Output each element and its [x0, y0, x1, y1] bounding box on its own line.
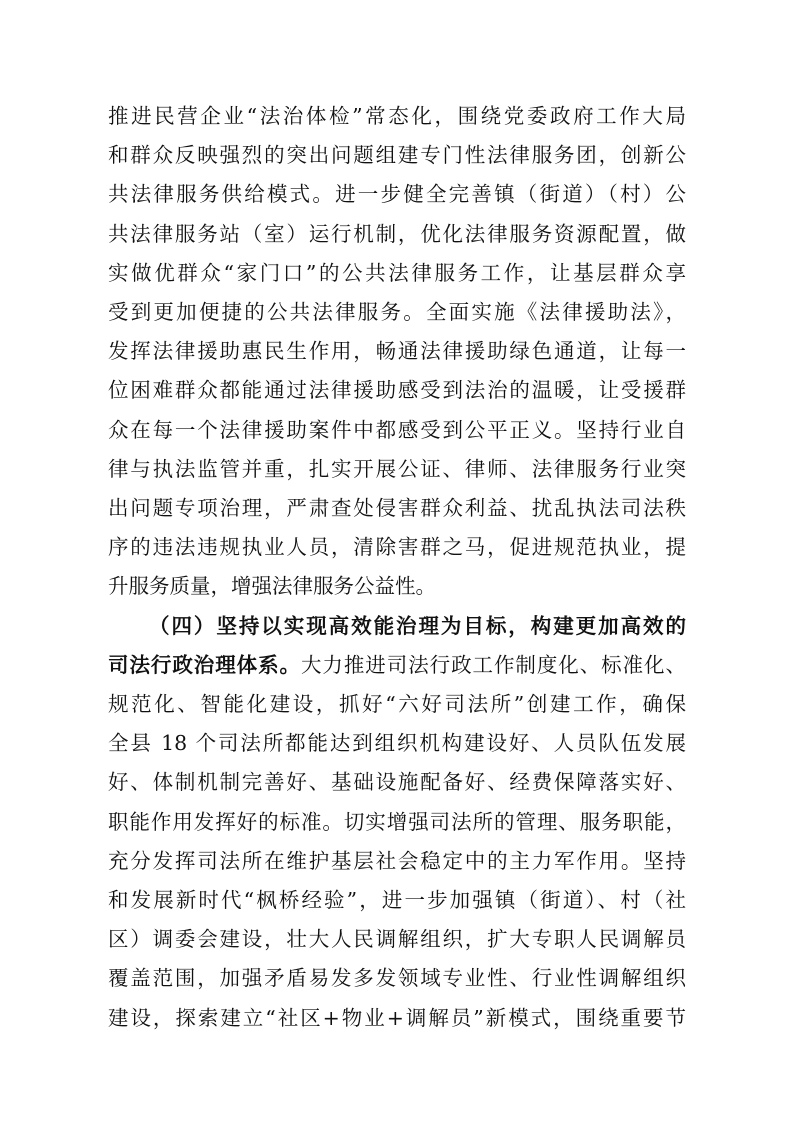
text-line: 升服务质量，增强法律服务公益性。	[108, 574, 436, 599]
paragraph-judicial-administration	[108, 607, 686, 1038]
text-line: 位困难群众都能通过法律援助感受到法治的温暖，让受援群	[108, 378, 686, 403]
text-line: 区）调委会建设，壮大人民调解组织，扩大专职人民调解员	[108, 927, 686, 952]
text-run: 大力推进司法行政工作制度化、标准化、	[300, 652, 686, 677]
text-line: 众在每一个法律援助案件中都感受到公平正义。坚持行业自	[108, 417, 686, 442]
text-line: 受到更加便捷的公共法律服务。全面实施《法律援助法》，	[108, 300, 686, 325]
text-line: 出问题专项治理，严肃查处侵害群众利益、扰乱执法司法秩	[108, 496, 686, 521]
text-line	[108, 646, 686, 685]
text-line: 发挥法律援助惠民生作用，畅通法律援助绿色通道，让每一	[108, 339, 686, 364]
text-line: 律与执法监管并重，扎实开展公证、律师、法律服务行业突	[108, 456, 686, 481]
text-line: 覆盖范围，加强矛盾易发多发领域专业性、行业性调解组织	[108, 966, 686, 991]
section-heading: （四）坚持以实现高效能治理为目标，构建更加高效的	[149, 613, 686, 638]
text-line: 和发展新时代“枫桥经验”，进一步加强镇（街道）、村（社	[108, 888, 686, 913]
text-line: 共法律服务站（室）运行机制，优化法律服务资源配置，做	[108, 221, 686, 246]
text-line: 充分发挥司法所在维护基层社会稳定中的主力军作用。坚持	[108, 848, 686, 873]
text-line: 共法律服务供给模式。进一步健全完善镇（街道）（村）公	[108, 182, 686, 207]
text-line: 实做优群众“家门口”的公共法律服务工作，让基层群众享	[108, 260, 686, 285]
text-line: 和群众反映强烈的突出问题组建专门性法律服务团，创新公	[108, 143, 686, 168]
text-line: 职能作用发挥好的标准。切实增强司法所的管理、服务职能，	[108, 809, 686, 834]
text-line: 规范化、智能化建设，抓好“六好司法所”创建工作，确保	[108, 692, 686, 717]
text-line: 全县 18 个司法所都能达到组织机构建设好、人员队伍发展	[108, 731, 686, 756]
text-line: 推进民营企业“法治体检”常态化，围绕党委政府工作大局	[108, 104, 686, 128]
section-heading-continued: 司法行政治理体系。	[108, 652, 301, 677]
text-line: 建设，探索建立“社区+物业+调解员”新模式，围绕重要节	[108, 1005, 686, 1030]
text-line: 好、体制机制完善好、基础设施配备好、经费保障落实好、	[108, 770, 686, 795]
text-line: 序的违法违规执业人员，清除害群之马，促进规范执业，提	[108, 535, 686, 560]
document-body	[108, 97, 686, 1038]
paragraph-public-legal-services	[108, 97, 686, 607]
